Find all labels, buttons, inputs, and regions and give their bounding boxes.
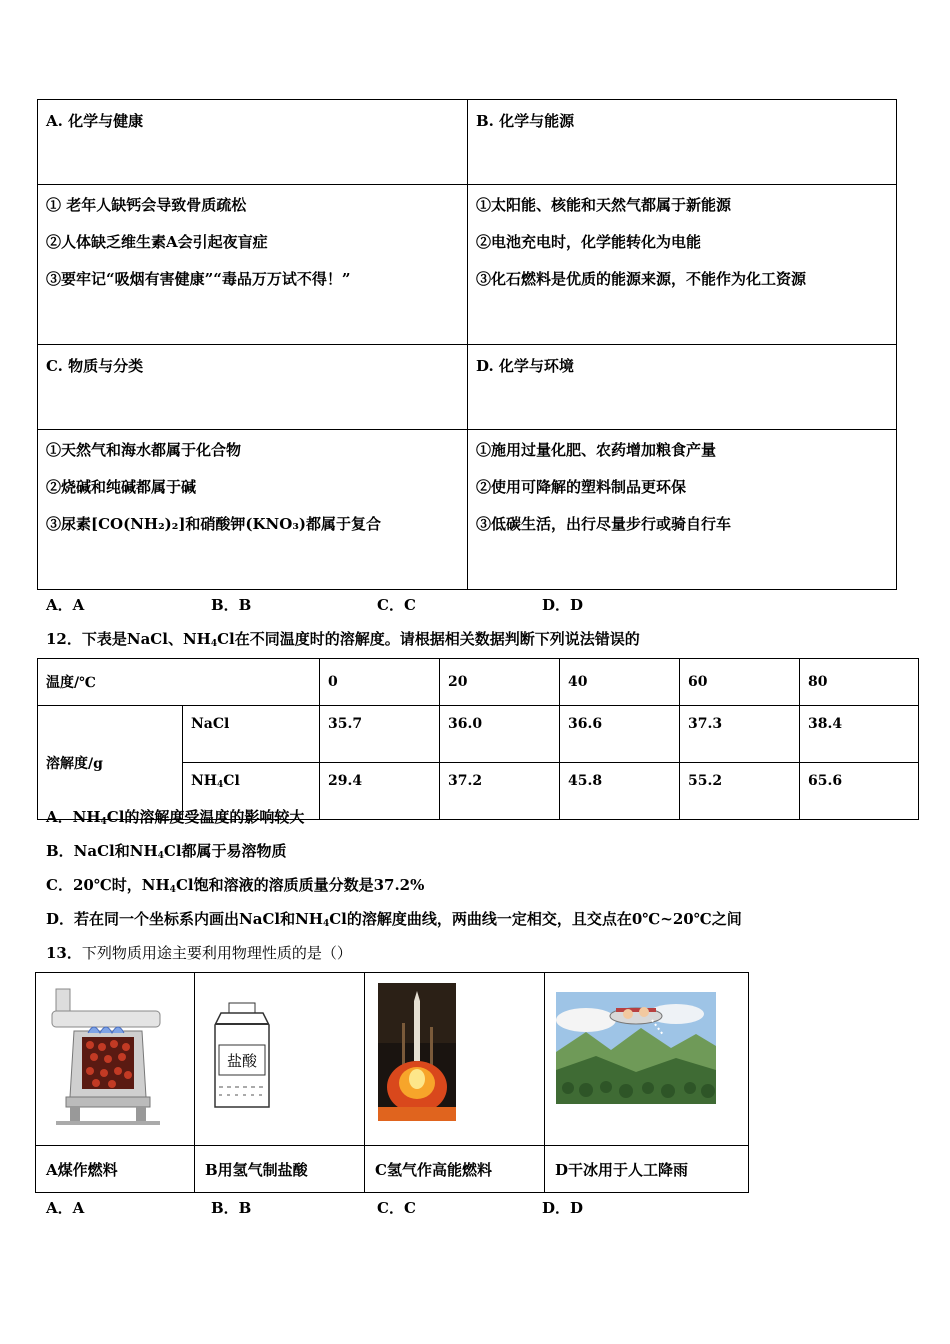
table-cell: 0 <box>320 659 440 706</box>
list-item: ②电池充电时，化学能转化为电能 <box>476 233 702 251</box>
table-cell: 60 <box>680 659 800 706</box>
table-cell: 55.2 <box>680 763 800 820</box>
q13-options <box>46 1197 646 1217</box>
table-cell: 36.0 <box>440 706 560 763</box>
reagent-bottle-image <box>207 1001 277 1111</box>
list-item: ①施用过量化肥、农药增加粮食产量 <box>476 441 717 459</box>
bottle-label: 盐酸 <box>226 1052 258 1070</box>
table-cell: 20 <box>440 659 560 706</box>
table-header-solubility: 溶解度/g <box>38 706 183 820</box>
table-cell: 38.4 <box>800 706 919 763</box>
q11-cell-b-body <box>468 185 897 345</box>
table-cell: 35.7 <box>320 706 440 763</box>
list-item: ①太阳能、核能和天然气都属于新能源 <box>476 196 732 214</box>
table-row-label-nacl: NaCl <box>183 706 320 763</box>
q11-cell-b-title: B. 化学与能源 <box>468 100 897 185</box>
rocket-launch-image <box>378 983 456 1121</box>
table-cell: 37.3 <box>680 706 800 763</box>
artificial-rain-plane-image <box>556 992 716 1104</box>
q12-solubility-table <box>37 658 919 820</box>
q11-cell-d-body <box>468 430 897 590</box>
q12-option-d[interactable]: D．若在同一个坐标系内画出NaCl和$NH_4Cl$的溶解度曲线，两曲线一定相交，且交点在0℃~20℃之间 <box>46 910 742 929</box>
q13-option-b[interactable]: B．B <box>211 1199 252 1217</box>
list-item: ②使用可降解的塑料制品更环保 <box>476 478 687 496</box>
table-cell: 80 <box>800 659 919 706</box>
list-item: ③尿素[CO(NH₂)₂]和硝酸钾(KNO₃)都属于复合 <box>46 515 381 533</box>
q13-caption-d: D干冰用于人工降雨 <box>545 1146 749 1193</box>
table-header-temp: 温度/℃ <box>38 659 320 706</box>
table-cell: 65.6 <box>800 763 919 820</box>
table-cell: 45.8 <box>560 763 680 820</box>
q13-caption-a: A煤作燃料 <box>36 1146 195 1193</box>
q12-option-a[interactable]: A．$NH_4Cl$的溶解度受温度的影响较大 <box>46 808 305 827</box>
q13-image-cell-b <box>195 973 365 1146</box>
q11-options <box>46 594 646 614</box>
list-item: ③低碳生活，出行尽量步行或骑自行车 <box>476 515 732 533</box>
q13-table <box>35 972 749 1193</box>
q11-cell-d-title: D. 化学与环境 <box>468 345 897 430</box>
list-item: ③要牢记“吸烟有害健康”“毒品万万试不得！” <box>46 270 351 288</box>
q13-caption-c: C氢气作高能燃料 <box>365 1146 545 1193</box>
q13-option-c[interactable]: C．C <box>377 1199 416 1217</box>
q11-option-c[interactable]: C．C <box>377 596 416 614</box>
q11-option-b[interactable]: B．B <box>211 596 252 614</box>
coal-stove-image <box>48 987 168 1127</box>
q13-stem: 13．下列物质用途主要利用物理性质的是（） <box>46 944 352 962</box>
q13-image-cell-a <box>36 973 195 1146</box>
q11-cell-a-body <box>38 185 468 345</box>
q12-option-b[interactable]: B．NaCl和$NH_4Cl$都属于易溶物质 <box>46 842 287 861</box>
list-item: ① 老年人缺钙会导致骨质疏松 <box>46 196 247 214</box>
list-item: ②人体缺乏维生素A会引起夜盲症 <box>46 233 268 251</box>
list-item: ③化石燃料是优质的能源来源，不能作为化工资源 <box>476 270 807 288</box>
q11-cell-c-title: C. 物质与分类 <box>38 345 468 430</box>
table-cell: 36.6 <box>560 706 680 763</box>
q13-image-cell-c <box>365 973 545 1146</box>
q12-option-c[interactable]: C．20℃时，$NH_4Cl$饱和溶液的溶质质量分数是37.2% <box>46 876 425 895</box>
q11-cell-c-body <box>38 430 468 590</box>
q11-cell-a-title: A. 化学与健康 <box>38 100 468 185</box>
q11-table <box>37 99 897 590</box>
table-cell: 40 <box>560 659 680 706</box>
table-cell: 37.2 <box>440 763 560 820</box>
table-row-label-nh4cl: $NH_4Cl$ <box>183 763 320 820</box>
q13-option-d[interactable]: D．D <box>542 1199 584 1217</box>
list-item: ②烧碱和纯碱都属于碱 <box>46 478 197 496</box>
list-item: ①天然气和海水都属于化合物 <box>46 441 242 459</box>
table-cell: 29.4 <box>320 763 440 820</box>
q11-option-d[interactable]: D．D <box>542 596 584 614</box>
q11-option-a[interactable]: A．A <box>46 596 85 614</box>
q13-option-a[interactable]: A．A <box>46 1199 85 1217</box>
q12-stem: 12．下表是NaCl、$NH_4Cl$在不同温度时的溶解度。请根据相关数据判断下列说法错误的 <box>46 630 640 649</box>
q13-caption-b: B用氢气制盐酸 <box>195 1146 365 1193</box>
q13-image-cell-d <box>545 973 749 1146</box>
